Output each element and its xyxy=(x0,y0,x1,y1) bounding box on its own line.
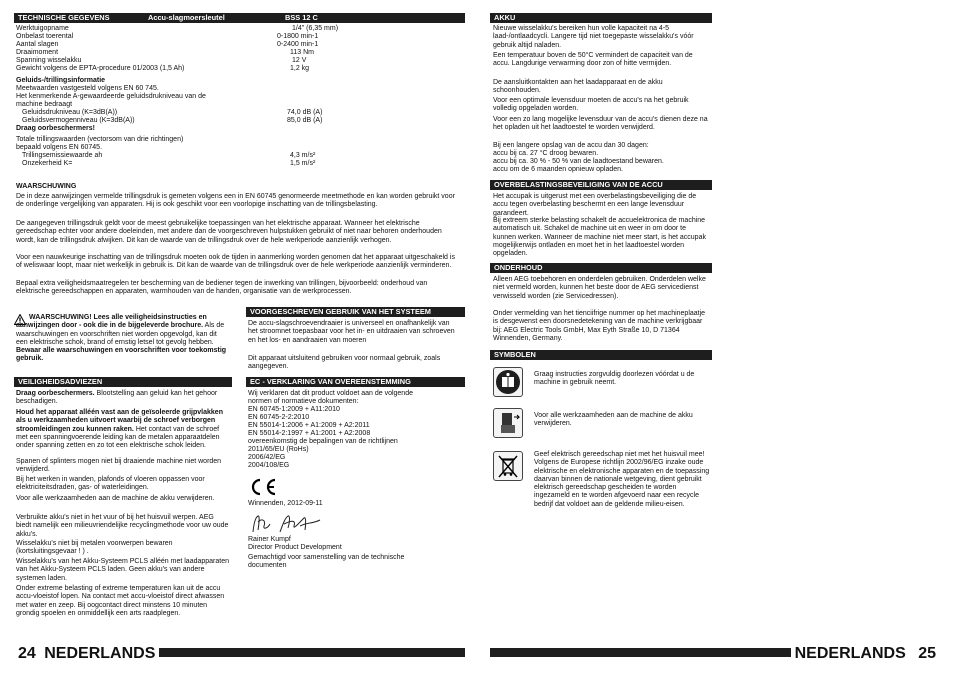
ear-protection-note: Draag oorbeschermers! xyxy=(16,125,95,132)
weee-bin-icon xyxy=(493,451,523,481)
symbol-text: Voor alle werkzaamheden aan de machine de akku verwijderen. xyxy=(534,412,693,428)
tech-label: Draaimoment xyxy=(16,49,59,56)
akku-p2: Een temperatuur boven de 50°C vermindert de capaciteit van de accu. Langdurige verwarming door zon of hitte vermijden. xyxy=(493,52,693,68)
geluid-label: Geluidsdrukniveau (K=3dB(A)) xyxy=(22,109,118,116)
akku-p3: De aansluitkontakten aan het laadapparaat en de akku schoonhouden. xyxy=(493,79,663,95)
tech-header-code: BSS 12 C xyxy=(285,13,318,22)
tril-line: bepaald volgens EN 60745. xyxy=(16,144,103,151)
ec-line: normen of normatieve dokumenten: xyxy=(248,398,359,405)
warning-box xyxy=(16,314,229,364)
akku-p6-line: Bij een langere opslag van de accu dan 30 dagen: xyxy=(493,142,649,149)
warning-text: Als de waarschuwingen en voorschriften niet worden opgevolgd, kan dit een elektrische schok, brand of ernstig letsel tot gevolg hebben. xyxy=(16,322,225,346)
geluid-line: Meetwaarden vastgesteld volgens EN 60 745. xyxy=(16,85,159,92)
tech-value: 1/4" (6,35 mm) xyxy=(292,25,339,32)
veilig-p2-text: Het contact van de schroef met een spanningvoerende leiding kan de metalen apparaatdelen onder spanning zetten en zo tot een elektrische schok leiden. xyxy=(16,425,220,450)
ec-line: overeenkomstig de bepalingen van de richtlijnen xyxy=(248,438,398,445)
ec-date: Winnenden, 2012-09-11 xyxy=(248,500,323,507)
footer-left xyxy=(14,644,159,664)
ce-mark-icon xyxy=(248,478,278,496)
veilig-p2-bold: Houd het apparaat alléén vast aan de geïsoleerde grijpvlakken als u werkzaamheden uitvoert waarbij de schroef verborgen stroomleidingen zou kunnen raken. xyxy=(16,409,223,433)
veilig-p8: Wisselakku's van het Akku-Systeem PCLS alléén met laadapparaten van het Akku-Systeem PCLS laden. Geen akku's van andere systemen laden. xyxy=(16,558,230,582)
read-manual-icon xyxy=(493,367,523,397)
tech-value: 113 Nm xyxy=(290,49,314,56)
tril-line: Totale trillingswaarden (vectorsom van drie richtingen) xyxy=(16,136,184,143)
tech-label: Onbelast toerental xyxy=(16,33,74,40)
veilig-p2 xyxy=(16,409,230,450)
voorgeschreven-p2: Dit apparaat uitsluitend gebruiken voor normaal gebruik, zoals aangegeven. xyxy=(248,355,441,371)
akku-p6-line: accu bij ca. 30 % - 50 % van de laadtoestand bewaren. xyxy=(493,158,664,165)
geluid-label: Geluidsvermogenniveau (K=3dB(A)) xyxy=(22,117,135,124)
veilig-p1 xyxy=(16,390,230,407)
ec-line: 2004/108/EG xyxy=(248,462,290,469)
ec-name: Rainer Kumpf xyxy=(248,536,291,543)
overbel-header: OVERBELASTINGSBEVEILIGING VAN DE ACCU xyxy=(490,180,712,190)
remove-battery-icon xyxy=(493,408,523,438)
akku-p4: Voor een optimale levensduur moeten de accu's na het gebruik volledig opgeladen worden. xyxy=(493,97,689,113)
page-number: 25 xyxy=(918,645,936,662)
tech-header-title: TECHNISCHE GEGEVENS xyxy=(18,13,110,22)
tech-label: Gewicht volgens de EPTA-procedure 01/2003 (1,5 Ah) xyxy=(16,65,185,72)
tech-label: Spanning wisselakku xyxy=(16,57,82,64)
symbol-text: Geef elektrisch gereedschap niet met het huisvuil mee! Volgens de Europese richtlijn 2002/96/EG inzake oude elektrische en elektronische apparaten en de toepassing daarvan binnen de nationale wetgeving, dient gebruikt elektrisch gereedschap gescheiden te worden ingezameld en te worden afgevoerd naar een recycle bedrijf dat voldoet aan de geldende milieu-eisen. xyxy=(534,451,710,508)
akku-p5: Voor een zo lang mogelijke levensduur van de accu's dienen deze na het opladen uit het laadtoestel te worden verwijderd. xyxy=(493,116,708,132)
warning-bold2: Bewaar alle waarschuwingen en voorschriften voor toekomstig gebruik. xyxy=(16,347,227,363)
waarschuwing-p2: De aangegeven trillingsdruk geldt voor de meest gebruikelijke toepassingen van het elektrische apparaat. Wanneer het elektrische gereedschap echter voor andere doeleinden, met andere dan de voorgeschreven hulpstukken gebruikt of niet naar behoren onderhouden wordt, kan de trillingsdruk afwijken. Dit kan de waarde van de trillingsdruk over de hele werkperiode aanzienlijk verhogen. xyxy=(16,220,442,244)
veilig-p1-bold: Draag oorbeschermers. xyxy=(16,390,95,397)
symbolen-header: SYMBOLEN xyxy=(490,350,712,360)
ec-line: 2006/42/EG xyxy=(248,454,286,461)
waarschuwing-p4: Bepaal extra veiligheidsmaatregelen ter bescherming van de bediener tegen de inwerking van trillingen, bijvoorbeeld: onderhoud van elektrische gereedschappen en apparaten, warmhouden van de handen, organisatie van de werkprocessen. xyxy=(16,280,428,296)
veilig-p1-text: Blootstelling aan geluid kan het gehoor beschadigen. xyxy=(16,390,218,406)
akku-p6-line: accu bij ca. 27 °C droog bewaren. xyxy=(493,150,599,157)
veilig-p6: Verbruikte akku's niet in het vuur of bij het huisvuil werpen. AEG biedt namelijk een milieuvriendelijke recyclingmethode voor uw oude akku's. xyxy=(16,514,229,538)
veilig-p7: Wisselakku's niet bij metalen voorwerpen bewaren (kortsluitingsgevaar ! ) . xyxy=(16,540,173,556)
ec-line: 2011/65/EU (RoHs) xyxy=(248,446,309,453)
tech-value: 1,2 kg xyxy=(290,65,310,72)
warning-bold1: WAARSCHUWING! Lees alle veiligheidsinstructies en aanwijzingen door - ook die in de bijgeleverde brochure. xyxy=(16,314,207,330)
tech-label: Werktuigopname xyxy=(16,25,69,32)
tech-header xyxy=(14,13,465,23)
tril-value: 4,3 m/s² xyxy=(290,152,316,159)
tech-header-model: Accu-slagmoersleutel xyxy=(148,13,225,22)
tech-value: 0-2400 min-1 xyxy=(277,41,319,48)
ec-auth-line: Gemachtigd voor samenstelling van de technische xyxy=(248,554,405,561)
ec-auth-line: documenten xyxy=(248,562,287,569)
geluid-line: machine bedraagt xyxy=(16,101,73,108)
tril-label: Trillingsemissiewaarde ah xyxy=(22,152,103,159)
ec-header: EC - VERKLARING VAN OVEREENSTEMMING xyxy=(246,377,465,387)
geluid-value: 85,0 dB (A) xyxy=(287,117,323,124)
footer-right xyxy=(791,644,940,664)
akku-p1: Nieuwe wisselakku's bereiken hun volle kapaciteit na 4-5 laad-/ontlaadcycli. Langere tijd niet toegepaste wisselakku's vóór gebruik altijd naladen. xyxy=(493,25,694,49)
page-language: NEDERLANDS xyxy=(794,645,906,662)
overbel-p1: Het accupak is uitgerust met een overbelastingsbeveiliging die de accu tegen overbelasting beschermt en een lange levensduur garandeert. xyxy=(493,193,697,217)
ec-line: Wij verklaren dat dit product voldoet aan de volgende xyxy=(248,390,413,397)
waarschuwing-title: WAARSCHUWING xyxy=(16,183,77,190)
onderhoud-p1: Alleen AEG toebehoren en onderdelen gebruiken. Onderdelen welke niet vermeld worden, kunnen het beste door de AEG servicedienst verwisseld worden (zie Servicedressen). xyxy=(493,276,706,300)
tech-value: 12 V xyxy=(292,57,307,64)
signature xyxy=(250,512,330,536)
tril-value: 1,5 m/s² xyxy=(290,160,316,167)
akku-p6-line: accu om de 6 maanden opnieuw opladen. xyxy=(493,166,623,173)
veilig-p4: Bij het werken in wanden, plafonds of vloeren oppassen voor elektriciteitsdraden, gas- of waterleidingen. xyxy=(16,476,205,492)
veilig-p3: Spanen of splinters mogen niet bij draaiende machine niet worden verwijderd. xyxy=(16,458,222,474)
veilig-p9: Onder extreme belasting of extreme temperaturen kan uit de accu accu-vloeistof lopen. Na contact met accu-vloeistof direct afwassen met water en zeep. Bij oogcontact direct minstens 10 minuten grondig spoelen en onmiddellijk een arts raadplegen. xyxy=(16,585,225,617)
onderhoud-p2: Onder vermelding van het tienciifrige nummer op het machineplaatje is desgewenst een doorsnedetekening van de machine verkrijgbaar bij: AEG Electric Tools GmbH, Max Eyth Straße 10, D 71364 Winnenden, Germany. xyxy=(493,310,706,342)
overbel-p2: Bij extreem sterke belasting schakelt de accuelektronica de machine automatisch uit. Schakel de machine uit en weer in om door te kunnen werken. Wanneer de machine niet meer start, is het accupak mogelijkerwijs ontladen en moet het in het laadtoestel worden opgeladen. xyxy=(493,217,706,258)
geluid-value: 74,0 dB (A) xyxy=(287,109,323,116)
voorgeschreven-p1: De accu-slagschroevendraaier is universeel en onafhankelijk van het stroomnet toepasbaar voor het in- en uitdraaien van schroeven en het los- en aandraaien van moeren xyxy=(248,320,455,344)
voorgeschreven-header: VOORGESCHREVEN GEBRUIK VAN HET SYSTEEM xyxy=(246,307,465,317)
tech-value: 0-1800 min-1 xyxy=(277,33,319,40)
ec-line: EN 60745-2-2:2010 xyxy=(248,414,310,421)
waarschuwing-p3: Voor een nauwkeurige inschatting van de trillingsdruk moeten ook de tijden in aanmerking worden genomen dat het apparaat uitgeschakeld is of weliswaar loopt, maar niet werkelijk in gebruik is. Dit kan de waarde van de trillingsdruk over de hele werkperiode aanzienlijk verminderen. xyxy=(16,254,455,270)
waarschuwing-p1: De in deze aanwijzingen vermelde trillingsdruk is gemeten volgens een in EN 60745 genormeerde meetmethode en kan worden gebruikt voor de onderlinge vergelijking van apparaten. Hij is ook geschikt voor een voorlopige inschatting van de trillingsbelasting. xyxy=(16,193,455,209)
onderhoud-header: ONDERHOUD xyxy=(490,263,712,273)
tech-label: Aantal slagen xyxy=(16,41,59,48)
ec-line: EN 60745-1:2009 + A11:2010 xyxy=(248,406,340,413)
page-number: 24 xyxy=(18,645,36,662)
ec-role: Director Product Development xyxy=(248,544,342,551)
geluid-line: Het kenmerkende A-gewaardeerde geluidsdrukniveau van de xyxy=(16,93,206,100)
veilig-p5: Voor alle werkzaamheden aan de machine de akku verwijderen. xyxy=(16,495,215,502)
page-language: NEDERLANDS xyxy=(44,645,156,662)
veilig-header: VEILIGHEIDSADVIEZEN xyxy=(14,377,232,387)
geluid-title: Geluids-/trillingsinformatie xyxy=(16,77,106,84)
symbol-text: Graag instructies zorgvuldig doorlezen vóórdat u de machine in gebruik neemt. xyxy=(534,371,695,387)
akku-header: AKKU xyxy=(490,13,712,23)
ec-line: EN 55014-2:1997 + A1:2001 + A2:2008 xyxy=(248,430,371,437)
tril-label: Onzekerheid K= xyxy=(22,160,73,167)
ec-line: EN 55014-1:2006 + A1:2009 + A2:2011 xyxy=(248,422,370,429)
